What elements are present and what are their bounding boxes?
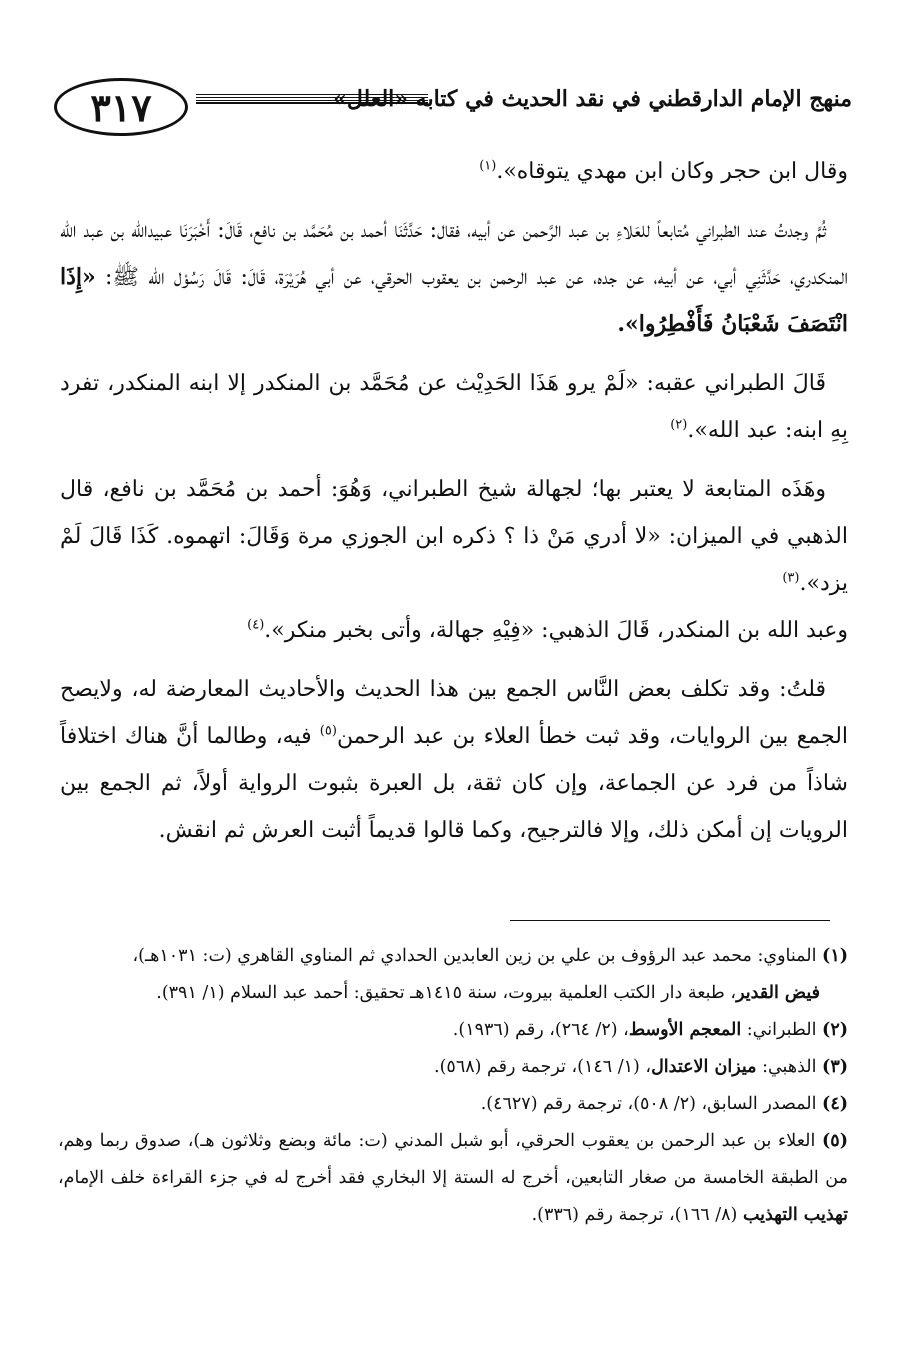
footnote-2: [58, 1012, 848, 1049]
paragraph-3: [60, 360, 848, 454]
footnote-text-after: (٨/ ١٦٦)، ترجمة رقم (٣٣٦).: [531, 1205, 743, 1225]
footnote-1-continued: [58, 975, 848, 1012]
footnote-1: [58, 938, 848, 975]
footnote-text: العلاء بن عبد الرحمن بن يعقوب الحرقي، أبو شبل المدني (ت: مائة وبضع وثلاثون هـ)، صدوق ربما وهم، من الطبقة الخامسة من صغار التابعين، أخرج له الستة إلا البخاري فقد أخرج له في جزء القراءة خلف الإمام،: [58, 1131, 848, 1188]
paragraph-4-text-a: وهَذَه المتابعة لا يعتبر بها؛ لجهالة شيخ الطبراني، وَهُوَ: أحمد بن مُحَمَّد بن نافع، قال الذهبي في الميزان: «لا أدري مَنْ ذا ؟ ذكره ابن الجوزي مرة وَقَالَ: اتهموه. كَذَا قَالَ لَمْ يزد».: [60, 477, 848, 596]
footnote-ref-2: (٢): [670, 417, 688, 433]
paragraph-4: [60, 466, 848, 654]
footnote-source-title: ميزان الاعتدال: [651, 1057, 757, 1077]
footnote-text-continued: ، طبعة دار الكتب العلمية بيروت، سنة ١٤١٥هـ تحقيق: أحمد عبد السلام (١/ ٣٩١).: [156, 983, 737, 1003]
footnote-source-title: تهذيب التهذيب: [742, 1205, 848, 1225]
footnote-text: الطبراني:: [741, 1020, 817, 1040]
footnote-ref-4: (٤): [247, 617, 265, 633]
paragraph-5: [60, 666, 848, 854]
paragraph-5-text-b: فيه، وطالما أنَّ هناك اختلافاً شاذاً من فرد عن الجماعة، وإن كان ثقة، بل العبرة بثبوت الرواية أولاً، ثم الجمع بين الرويات إن أمكن ذلك، وإلا فالترجيح، وكما قالوا قديماً أثبت العرش ثم انقش.: [60, 724, 848, 843]
footnote-number: (٥): [822, 1131, 848, 1151]
footnote-number: (٢): [822, 1020, 848, 1040]
paragraph-1: [60, 148, 848, 195]
footnote-separator: [510, 920, 830, 921]
footnote-5: [58, 1123, 848, 1234]
footnote-text-after: ، (٢/ ٢٦٤)، رقم (١٩٣٦).: [452, 1020, 629, 1040]
footnote-number: (٤): [822, 1094, 848, 1114]
footnote-text-after: ، (٢/ ٥٠٨)، ترجمة رقم (٤٦٢٧).: [480, 1094, 708, 1114]
footnote-source-title: المصدر السابق: [707, 1094, 817, 1114]
footnote-number: (١): [822, 946, 848, 966]
footnotes: [58, 938, 848, 1234]
footnote-ref-5: (٥): [319, 723, 337, 739]
paragraph-1-text: وقال ابن حجر وكان ابن مهدي يتوقاه».: [496, 159, 848, 184]
paragraph-3-text: قَالَ الطبراني عقبه: «لَمْ يرو هَذَا الحَدِيْث عن مُحَمَّد بن المنكدر إلا ابنه المنكدر، تفرد بِهِ ابنه: عبد الله».: [60, 371, 848, 443]
footnote-ref-1: (١): [479, 158, 497, 174]
paragraph-4-text-b: وعبد الله بن المنكدر، قَالَ الذهبي: «فِيْهِ جهالة، وأتى بخبر منكر».: [264, 618, 848, 643]
paragraph-5-text-a: قلتُ: وقد تكلف بعض النَّاس الجمع بين هذا الحديث والأحاديث المعارضة له، ولايصح الجمع بين الروايات، وقد ثبت خطأ العلاء بن عبد الرحمن: [60, 677, 849, 749]
footnote-text-after: ، (١/ ١٤٦)، ترجمة رقم (٥٦٨).: [434, 1057, 652, 1077]
footnote-4: [58, 1086, 848, 1123]
paragraph-2-text: ثُمَّ وجدتُ عند الطبراني مُتابعاً للعَلاءِ بن عبد الرَّحمن عن أبيه، فقال: حَدَّثَنَا أحمد بن مُحَمَّد بن نافع، قَالَ: أَخْبَرَنَا عبيدالله بن عبد الله المنكدري، حَدَّثَنِي أبي، عن أبيه، عن جده، عن عبد الرحمن بن يعقوب الحرقي، عن أبي هُرَيْرَة، قَالَ: قَالَ رَسُوْل الله ﷺ:: [60, 218, 848, 290]
footnote-text: الذهبي:: [756, 1057, 817, 1077]
main-text: [60, 148, 848, 866]
hadith-quote: «إِذَا انْتَصَفَ شَعْبَانُ فَأَفْطِرُوا».: [60, 264, 848, 337]
footnote-ref-3: (٣): [782, 570, 800, 586]
footnote-3: [58, 1049, 848, 1086]
header-rule-middle: [196, 102, 428, 104]
footnote-source-title: المعجم الأوسط: [628, 1020, 742, 1040]
running-title: منهج الإمام الدارقطني في نقد الحديث في كتابه «العلل»: [333, 86, 852, 112]
footnote-source-title: فيض القدير: [736, 983, 820, 1003]
page-header: [40, 72, 852, 142]
page-number: ٣١٧: [54, 78, 188, 136]
footnote-text: المناوي: محمد عبد الرؤوف بن علي بن زين العابدين الحدادي ثم المناوي القاهري (ت: ١٠٣١هـ)،: [132, 946, 817, 966]
footnote-number: (٣): [822, 1057, 848, 1077]
paragraph-2: [60, 207, 848, 348]
